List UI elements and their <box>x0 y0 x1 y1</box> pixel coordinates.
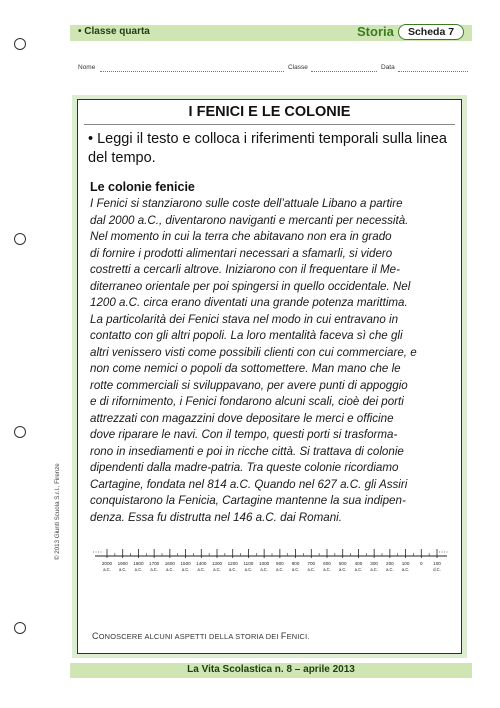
timeline-era-label: a.C. <box>276 567 284 572</box>
name-label: Nome <box>78 64 96 71</box>
timeline-era-label: a.C. <box>103 567 111 572</box>
timeline-era-label: a.C. <box>370 567 378 572</box>
timeline-era-label: a.C. <box>386 567 394 572</box>
timeline-era-label: a.C. <box>181 567 190 572</box>
worksheet-content <box>77 99 462 654</box>
timeline-era-label: d.C. <box>433 567 441 572</box>
timeline-year-label: 800 <box>291 561 300 566</box>
binder-hole-top <box>14 38 26 50</box>
instruction-text: • Leggi il testo e colloca i riferimenti temporali sulla linea del tempo. <box>88 131 447 166</box>
timeline-year-label: 1200 <box>227 561 238 566</box>
binder-hole-middle <box>14 233 26 245</box>
binder-hole-lower <box>14 426 26 438</box>
timeline-year-label: 1400 <box>196 561 207 566</box>
timeline-era-label: a.C. <box>401 567 410 572</box>
timeline-era-label: a.C. <box>323 567 331 572</box>
timeline-year-label: 1900 <box>117 561 128 566</box>
publication-info: La Vita Scolastica n. 8 – aprile 2013 <box>187 664 355 675</box>
date-field[interactable] <box>398 71 468 72</box>
timeline-year-label: 1000 <box>259 561 270 566</box>
timeline-year-label: 1800 <box>133 561 144 566</box>
timeline-era-label: a.C. <box>197 567 206 572</box>
objective-initial: C <box>92 631 99 641</box>
title-divider <box>84 124 455 125</box>
section-title: Le colonie fenicie <box>90 180 195 194</box>
timeline-year-label: 100 <box>433 561 441 566</box>
learning-objective <box>92 631 310 641</box>
date-label: Data <box>381 64 395 71</box>
binder-hole-bottom <box>14 622 26 634</box>
timeline-year-label: 700 <box>307 561 316 566</box>
objective-text: ONOSCERE ALCUNI ASPETTI DELLA STORIA DEI <box>98 632 281 641</box>
timeline-era-label: a.C. <box>228 567 237 572</box>
timeline-year-label: 2000 <box>101 561 113 566</box>
timeline-year-label: 900 <box>276 561 284 566</box>
timeline-year-label: 1300 <box>211 561 223 566</box>
timeline-era-label: a.C. <box>166 567 174 572</box>
timeline-era-label: a.C. <box>244 567 253 572</box>
timeline <box>93 542 449 580</box>
timeline-year-label: 300 <box>370 561 378 566</box>
timeline-year-label: 1500 <box>180 561 191 566</box>
timeline-year-label: 100 <box>401 561 410 566</box>
timeline-era-label: a.C. <box>338 567 347 572</box>
footer-band <box>70 663 472 678</box>
timeline-era-label: a.C. <box>291 567 300 572</box>
timeline-era-label: a.C. <box>118 567 127 572</box>
timeline-year-label: 200 <box>386 561 394 566</box>
timeline-year-label: 1700 <box>149 561 160 566</box>
objective-text-2: ENICI. <box>286 632 310 641</box>
timeline-year-label: 0 <box>420 561 423 566</box>
timeline-era-label: a.C. <box>150 567 158 572</box>
timeline-year-label: 1600 <box>164 561 175 566</box>
timeline-era-label: a.C. <box>213 567 221 572</box>
worksheet-title: I FENICI E LE COLONIE <box>188 104 351 120</box>
class-field[interactable] <box>311 71 377 72</box>
class-level-label: • Classe quarta <box>78 26 150 37</box>
class-label: Classe <box>288 64 308 71</box>
timeline-era-label: a.C. <box>134 567 143 572</box>
timeline-year-label: 1100 <box>243 561 254 566</box>
subject-title: Storia <box>357 24 394 39</box>
timeline-year-label: 500 <box>338 561 347 566</box>
timeline-year-label: 600 <box>323 561 331 566</box>
timeline-era-label: a.C. <box>354 567 363 572</box>
reading-passage: I Fenici si stanziarono sulle coste dell’attuale Libano a partire dal 2000 a.C., diventarono naviganti e mercanti per necessità. Nel momento in cui la terra che abitavano non era in grado di fornire i prodotti alimentari necessari a sfamarli, si videro costretti a cercarli altrove. Iniziarono con il frequentare il Me- diterraneo orientale per poi spingersi in quello occidentale. Nel 1200 a.C. circa erano diventati una grande potenza marittima. La particolarità dei Fenici stava nel modo in cui entravano in contatto con gli altri popoli. La loro mentalità faceva sì che gli altri venissero visti come possibili clienti con cui commerciare, e non come nemici o popoli da sottomettere. Man mano che le rotte commerciali si sviluppavano, per avere punti di appoggio e di rifornimento, i Fenici fondarono alcuni scali, cioè dei porti attrezzati con magazzini dove depositare le merci e officine dove riparare le navi. Con il tempo, questi porti si trasforma- rono in insediamenti e poi in ricche città. Si trattava di colonie dipendenti dalla madre-patria. Tra queste colonie ricordiamo Cartagine, fondata nel 814 a.C. Quando nel 627 a.C. gli Assiri conquistarono la Fenicia, Cartagine mantenne la sua indipen- denza. Essa fu distrutta nel 146 a.C. dai Romani. <box>90 197 417 524</box>
timeline-era-label: a.C. <box>307 567 316 572</box>
sheet-badge: Scheda 7 <box>398 24 464 40</box>
timeline-era-label: a.C. <box>260 567 268 572</box>
copyright-notice: © 2013 Giunti Scuola S.r.l., Firenze <box>54 463 61 560</box>
objective-initial-2: F <box>280 631 287 641</box>
header-band <box>70 25 472 41</box>
timeline-year-label: 400 <box>354 561 363 566</box>
name-field[interactable] <box>100 71 284 72</box>
